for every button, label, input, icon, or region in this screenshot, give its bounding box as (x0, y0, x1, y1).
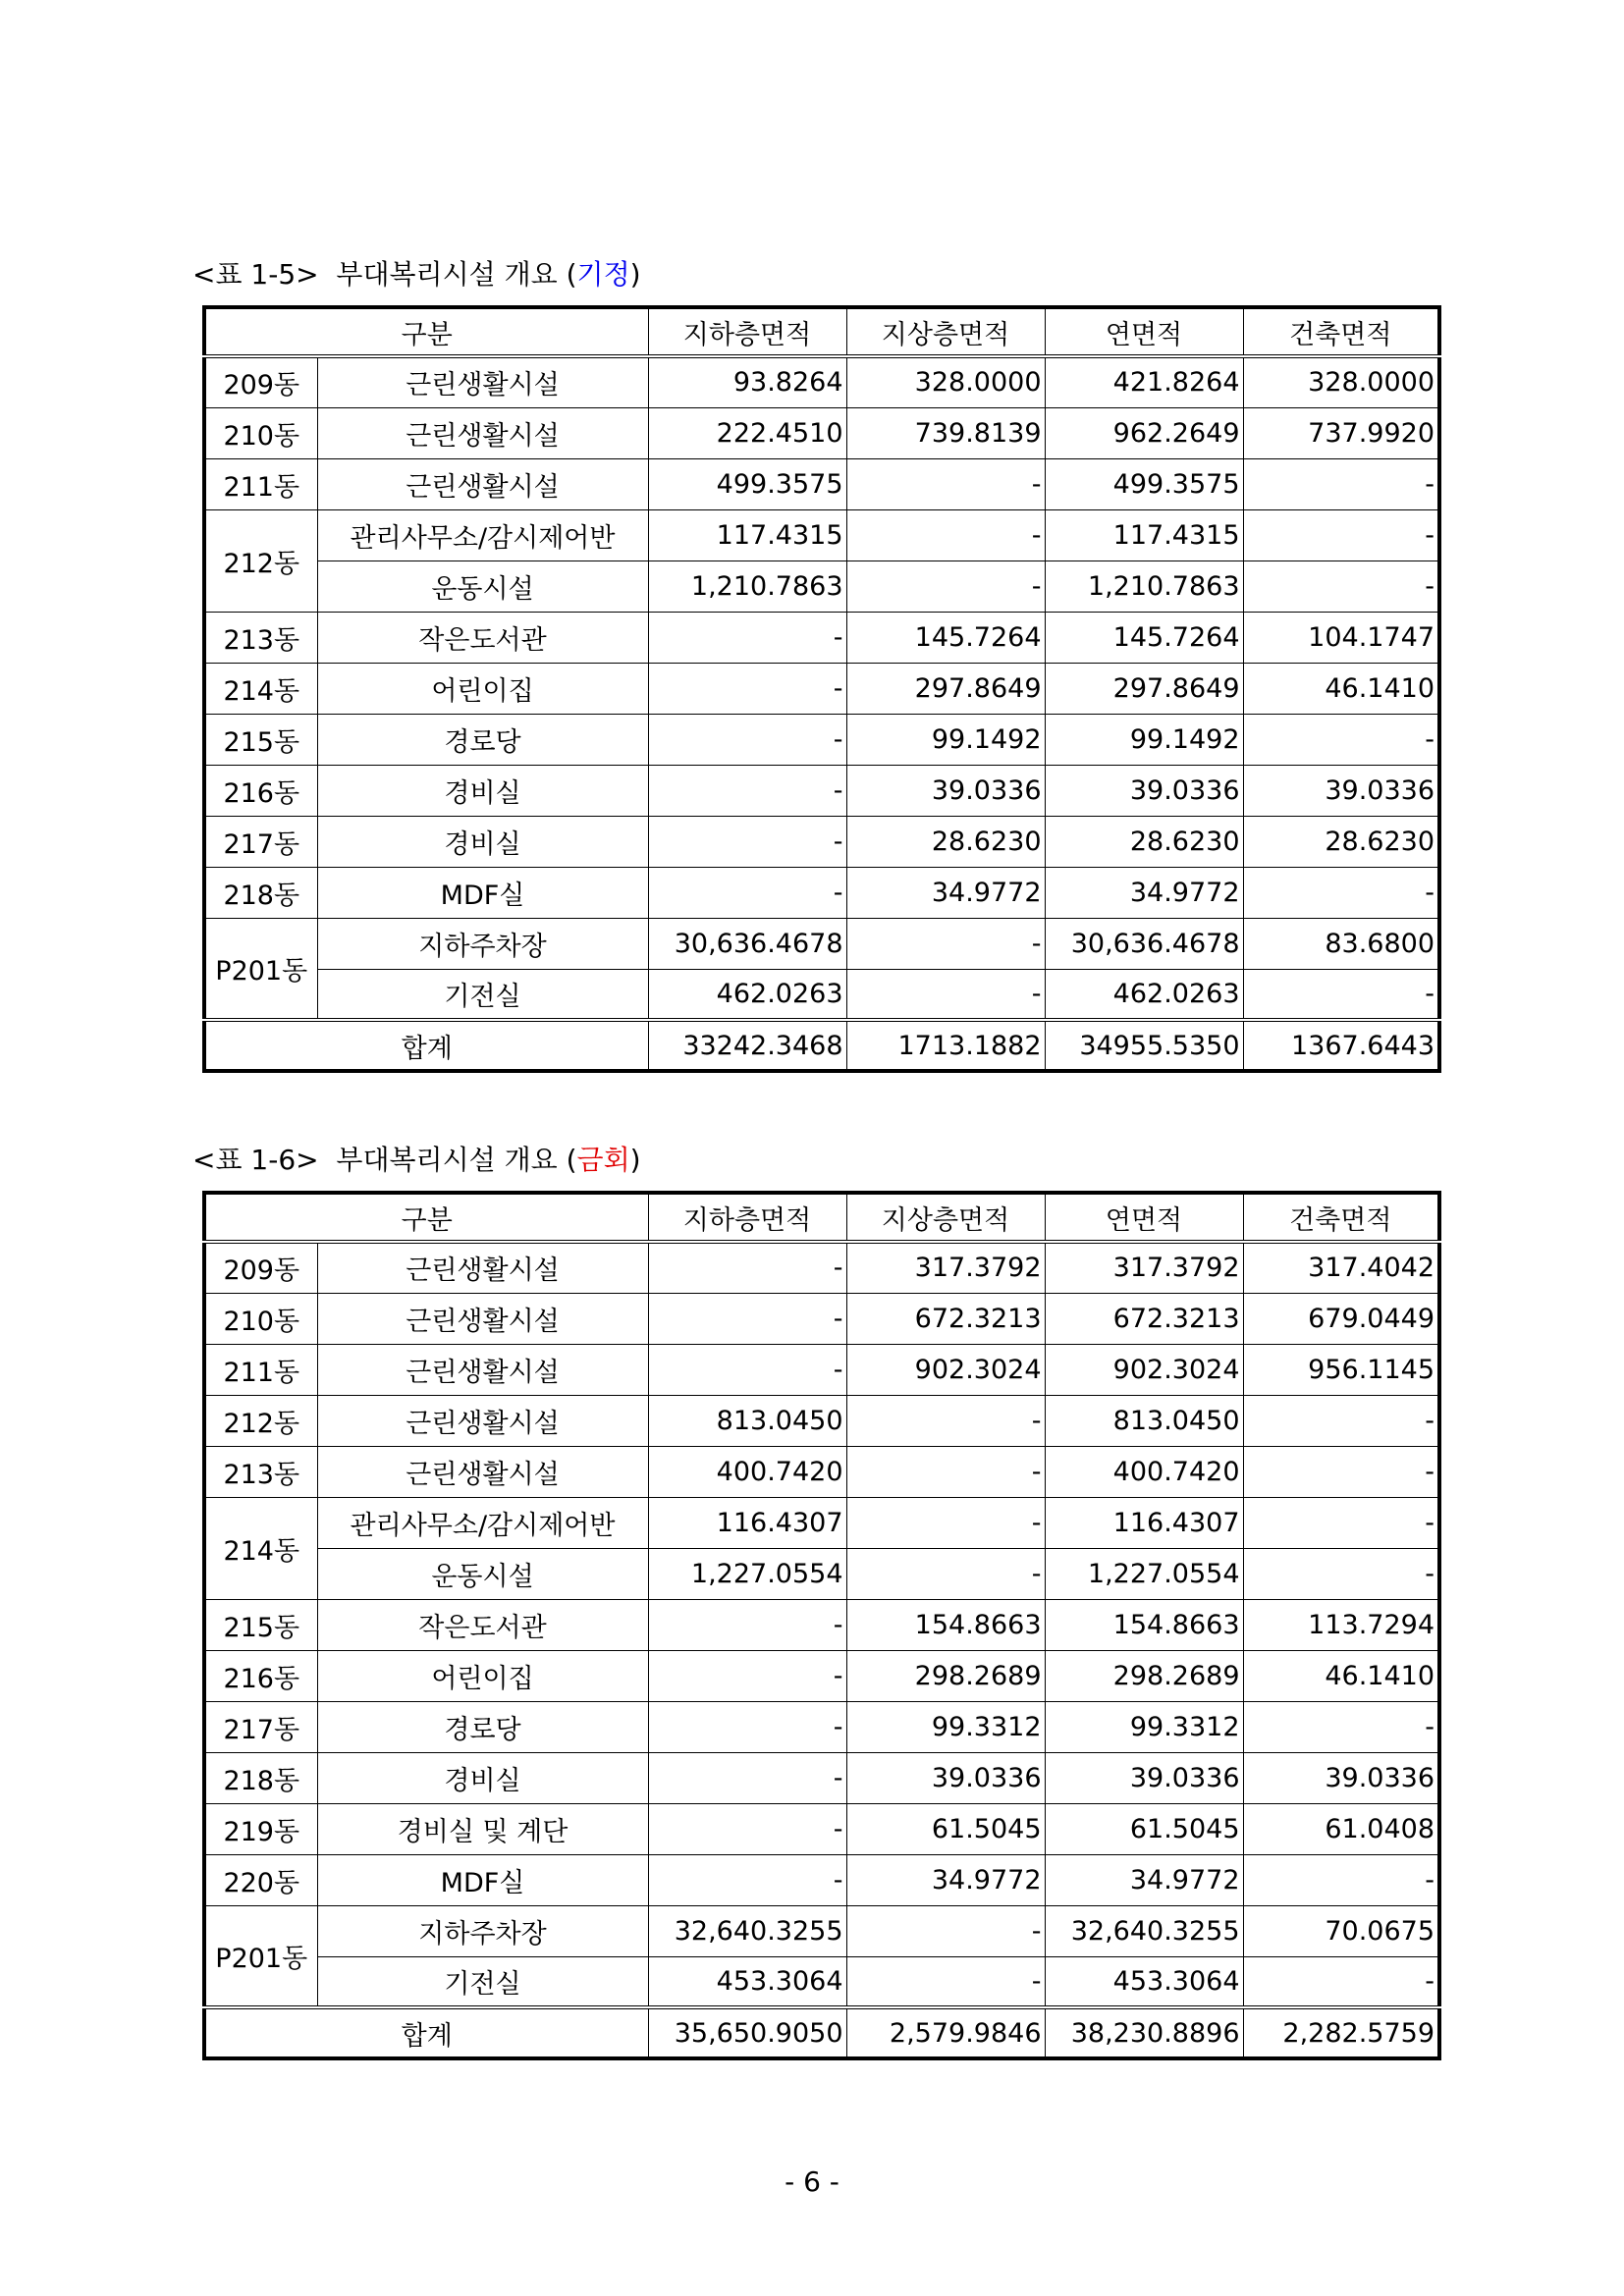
building-number-cell: 209동 (204, 356, 317, 407)
table-1-5-caption (192, 253, 641, 293)
above-ground-area-cell: - (846, 509, 1045, 561)
total-label: 합계 (204, 2007, 648, 2058)
basement-area-cell: 117.4315 (648, 509, 846, 561)
building-area-cell: 70.0675 (1243, 1905, 1439, 1956)
building-area-cell: 737.9920 (1243, 407, 1439, 458)
total-floor-area-cell: 298.2689 (1045, 1650, 1243, 1701)
total-floor-area-cell: 400.7420 (1045, 1446, 1243, 1497)
header-above-ground-area: 지상층면적 (846, 1193, 1045, 1242)
above-ground-area-cell: - (846, 561, 1045, 612)
total-floor-area-cell: 61.5045 (1045, 1803, 1243, 1854)
basement-area-cell: - (648, 765, 846, 816)
above-ground-area-cell: 672.3213 (846, 1293, 1045, 1344)
table-row (204, 1905, 1439, 1956)
total-floor-area-cell: 34.9772 (1045, 1854, 1243, 1905)
header-above-ground-area: 지상층면적 (846, 307, 1045, 356)
total-floor-area-cell: 32,640.3255 (1045, 1905, 1243, 1956)
caption-prefix: <표 1-5> 부대복리시설 개요 ( (192, 258, 577, 291)
header-row (204, 307, 1439, 356)
total-floor-area-cell: 154.8663 (1045, 1599, 1243, 1650)
table-row (204, 1242, 1439, 1293)
building-area-cell: 104.1747 (1243, 612, 1439, 663)
facility-type-cell: 경로당 (317, 714, 648, 765)
building-area-cell: 679.0449 (1243, 1293, 1439, 1344)
caption-suffix: ) (629, 1144, 641, 1176)
total-floor-area-cell: 1,227.0554 (1045, 1548, 1243, 1599)
building-area-cell: - (1243, 1548, 1439, 1599)
above-ground-area-cell: 154.8663 (846, 1599, 1045, 1650)
table-row (204, 356, 1439, 407)
basement-area-cell: - (648, 663, 846, 714)
above-ground-area-cell: 739.8139 (846, 407, 1045, 458)
table-1-6 (202, 1191, 1441, 2060)
total-floor-area-cell: 462.0263 (1045, 969, 1243, 1020)
facility-type-cell: 작은도서관 (317, 612, 648, 663)
building-number-cell: 210동 (204, 1293, 317, 1344)
total-floor-area: 38,230.8896 (1045, 2007, 1243, 2058)
table-row (204, 1701, 1439, 1752)
total-above-ground-area: 2,579.9846 (846, 2007, 1045, 2058)
basement-area-cell: 222.4510 (648, 407, 846, 458)
facility-type-cell: 근린생활시설 (317, 356, 648, 407)
building-area-cell: 61.0408 (1243, 1803, 1439, 1854)
header-row (204, 1193, 1439, 1242)
facility-type-cell: 경비실 (317, 1752, 648, 1803)
table-row (204, 1395, 1439, 1446)
table-row (204, 458, 1439, 509)
table-row (204, 663, 1439, 714)
building-number-cell: P201동 (204, 918, 317, 1020)
basement-area-cell: 462.0263 (648, 969, 846, 1020)
building-number-cell: 214동 (204, 663, 317, 714)
above-ground-area-cell: - (846, 1956, 1045, 2007)
above-ground-area-cell: 99.3312 (846, 1701, 1045, 1752)
table-row (204, 969, 1439, 1020)
table-row (204, 612, 1439, 663)
building-area-cell: 328.0000 (1243, 356, 1439, 407)
building-number-cell: 212동 (204, 1395, 317, 1446)
basement-area-cell: - (648, 1701, 846, 1752)
basement-area-cell: - (648, 816, 846, 867)
building-number-cell: 210동 (204, 407, 317, 458)
building-number-cell: 219동 (204, 1803, 317, 1854)
above-ground-area-cell: 39.0336 (846, 1752, 1045, 1803)
building-area-cell: 46.1410 (1243, 1650, 1439, 1701)
facility-type-cell: 작은도서관 (317, 1599, 648, 1650)
header-basement-area: 지하층면적 (648, 1193, 846, 1242)
total-floor-area-cell: 117.4315 (1045, 509, 1243, 561)
header-basement-area: 지하층면적 (648, 307, 846, 356)
total-floor-area-cell: 39.0336 (1045, 1752, 1243, 1803)
basement-area-cell: 30,636.4678 (648, 918, 846, 969)
total-row (204, 1020, 1439, 1071)
facility-type-cell: 경비실 및 계단 (317, 1803, 648, 1854)
building-number-cell: 220동 (204, 1854, 317, 1905)
above-ground-area-cell: 99.1492 (846, 714, 1045, 765)
basement-area-cell: - (648, 1242, 846, 1293)
total-row (204, 2007, 1439, 2058)
facility-type-cell: 경로당 (317, 1701, 648, 1752)
above-ground-area-cell: 145.7264 (846, 612, 1045, 663)
table-row (204, 1293, 1439, 1344)
building-area-cell: 956.1145 (1243, 1344, 1439, 1395)
basement-area-cell: - (648, 1599, 846, 1650)
header-total-floor-area: 연면적 (1045, 307, 1243, 356)
basement-area-cell: - (648, 1854, 846, 1905)
facility-type-cell: 근린생활시설 (317, 407, 648, 458)
total-floor-area-cell: 99.1492 (1045, 714, 1243, 765)
building-area-cell: 39.0336 (1243, 765, 1439, 816)
total-basement-area: 33242.3468 (648, 1020, 846, 1071)
facility-type-cell: 근린생활시설 (317, 458, 648, 509)
basement-area-cell: 32,640.3255 (648, 1905, 846, 1956)
building-number-cell: 218동 (204, 867, 317, 918)
building-number-cell: 217동 (204, 816, 317, 867)
basement-area-cell: - (648, 1752, 846, 1803)
basement-area-cell: 499.3575 (648, 458, 846, 509)
facility-type-cell: 근린생활시설 (317, 1242, 648, 1293)
building-area-cell: - (1243, 1956, 1439, 2007)
above-ground-area-cell: 28.6230 (846, 816, 1045, 867)
table-1-5 (202, 305, 1441, 1073)
building-number-cell: 215동 (204, 714, 317, 765)
total-floor-area-cell: 962.2649 (1045, 407, 1243, 458)
above-ground-area-cell: - (846, 1497, 1045, 1548)
basement-area-cell: 1,210.7863 (648, 561, 846, 612)
table-row (204, 867, 1439, 918)
facility-type-cell: 기전실 (317, 969, 648, 1020)
above-ground-area-cell: - (846, 1395, 1045, 1446)
total-floor-area-cell: 813.0450 (1045, 1395, 1243, 1446)
above-ground-area-cell: - (846, 1905, 1045, 1956)
total-floor-area-cell: 116.4307 (1045, 1497, 1243, 1548)
caption-highlight: 기정 (576, 258, 630, 291)
table-row (204, 1446, 1439, 1497)
table-row (204, 816, 1439, 867)
basement-area-cell: 813.0450 (648, 1395, 846, 1446)
table-row (204, 1497, 1439, 1548)
building-number-cell: 214동 (204, 1497, 317, 1599)
building-number-cell: 216동 (204, 765, 317, 816)
total-floor-area-cell: 30,636.4678 (1045, 918, 1243, 969)
total-label: 합계 (204, 1020, 648, 1071)
facility-type-cell: 근린생활시설 (317, 1446, 648, 1497)
total-basement-area: 35,650.9050 (648, 2007, 846, 2058)
building-area-cell: - (1243, 1446, 1439, 1497)
total-floor-area-cell: 672.3213 (1045, 1293, 1243, 1344)
total-floor-area-cell: 39.0336 (1045, 765, 1243, 816)
total-floor-area-cell: 453.3064 (1045, 1956, 1243, 2007)
above-ground-area-cell: 298.2689 (846, 1650, 1045, 1701)
table-row (204, 1854, 1439, 1905)
above-ground-area-cell: - (846, 458, 1045, 509)
table-row (204, 1344, 1439, 1395)
facility-type-cell: 기전실 (317, 1956, 648, 2007)
facility-type-cell: 지하주차장 (317, 918, 648, 969)
building-number-cell: 209동 (204, 1242, 317, 1293)
basement-area-cell: 400.7420 (648, 1446, 846, 1497)
building-area-cell: - (1243, 458, 1439, 509)
facility-type-cell: 근린생활시설 (317, 1395, 648, 1446)
building-area-cell: 113.7294 (1243, 1599, 1439, 1650)
building-area-cell: - (1243, 1701, 1439, 1752)
building-number-cell: 216동 (204, 1650, 317, 1701)
building-area-cell: 317.4042 (1243, 1242, 1439, 1293)
building-area-cell: - (1243, 561, 1439, 612)
above-ground-area-cell: 317.3792 (846, 1242, 1045, 1293)
building-area-cell: - (1243, 969, 1439, 1020)
caption-prefix: <표 1-6> 부대복리시설 개요 ( (192, 1144, 577, 1176)
header-building-area: 건축면적 (1243, 307, 1439, 356)
basement-area-cell: - (648, 1803, 846, 1854)
total-floor-area-cell: 28.6230 (1045, 816, 1243, 867)
total-floor-area-cell: 34.9772 (1045, 867, 1243, 918)
building-area-cell: - (1243, 1395, 1439, 1446)
building-number-cell: 212동 (204, 509, 317, 612)
basement-area-cell: - (648, 867, 846, 918)
above-ground-area-cell: 34.9772 (846, 867, 1045, 918)
facility-type-cell: 운동시설 (317, 561, 648, 612)
table-row (204, 561, 1439, 612)
table-row (204, 918, 1439, 969)
total-building-area: 1367.6443 (1243, 1020, 1439, 1071)
total-building-area: 2,282.5759 (1243, 2007, 1439, 2058)
above-ground-area-cell: 39.0336 (846, 765, 1045, 816)
above-ground-area-cell: 328.0000 (846, 356, 1045, 407)
total-floor-area-cell: 317.3792 (1045, 1242, 1243, 1293)
facility-type-cell: MDF실 (317, 1854, 648, 1905)
total-floor-area-cell: 421.8264 (1045, 356, 1243, 407)
basement-area-cell: - (648, 612, 846, 663)
table-1-6-caption (192, 1139, 641, 1178)
building-area-cell: 83.6800 (1243, 918, 1439, 969)
table-row (204, 1803, 1439, 1854)
building-area-cell: 46.1410 (1243, 663, 1439, 714)
building-number-cell: 215동 (204, 1599, 317, 1650)
basement-area-cell: 453.3064 (648, 1956, 846, 2007)
total-floor-area-cell: 99.3312 (1045, 1701, 1243, 1752)
header-category: 구분 (204, 307, 648, 356)
caption-highlight: 금회 (576, 1144, 630, 1176)
table-row (204, 1650, 1439, 1701)
building-number-cell: 217동 (204, 1701, 317, 1752)
header-building-area: 건축면적 (1243, 1193, 1439, 1242)
facility-type-cell: 운동시설 (317, 1548, 648, 1599)
table-row (204, 509, 1439, 561)
table-row (204, 765, 1439, 816)
above-ground-area-cell: - (846, 1548, 1045, 1599)
above-ground-area-cell: 902.3024 (846, 1344, 1045, 1395)
building-number-cell: 213동 (204, 1446, 317, 1497)
building-area-cell: 28.6230 (1243, 816, 1439, 867)
total-above-ground-area: 1713.1882 (846, 1020, 1045, 1071)
basement-area-cell: 116.4307 (648, 1497, 846, 1548)
table-row (204, 1599, 1439, 1650)
building-area-cell: - (1243, 509, 1439, 561)
facility-type-cell: 어린이집 (317, 1650, 648, 1701)
basement-area-cell: - (648, 1650, 846, 1701)
above-ground-area-cell: - (846, 918, 1045, 969)
caption-suffix: ) (629, 258, 641, 291)
facility-type-cell: 근린생활시설 (317, 1293, 648, 1344)
basement-area-cell: - (648, 714, 846, 765)
facility-type-cell: 지하주차장 (317, 1905, 648, 1956)
building-area-cell: - (1243, 1854, 1439, 1905)
table-row (204, 1752, 1439, 1803)
above-ground-area-cell: - (846, 969, 1045, 1020)
facility-type-cell: 경비실 (317, 816, 648, 867)
basement-area-cell: 1,227.0554 (648, 1548, 846, 1599)
total-floor-area-cell: 1,210.7863 (1045, 561, 1243, 612)
page-number: - 6 - (785, 2165, 839, 2198)
facility-type-cell: 관리사무소/감시제어반 (317, 1497, 648, 1548)
building-number-cell: 211동 (204, 1344, 317, 1395)
building-area-cell: - (1243, 867, 1439, 918)
building-area-cell: - (1243, 1497, 1439, 1548)
table-row (204, 1548, 1439, 1599)
facility-type-cell: 관리사무소/감시제어반 (317, 509, 648, 561)
building-area-cell: - (1243, 714, 1439, 765)
above-ground-area-cell: - (846, 1446, 1045, 1497)
facility-type-cell: MDF실 (317, 867, 648, 918)
building-number-cell: 218동 (204, 1752, 317, 1803)
table-row (204, 714, 1439, 765)
header-category: 구분 (204, 1193, 648, 1242)
header-total-floor-area: 연면적 (1045, 1193, 1243, 1242)
total-floor-area: 34955.5350 (1045, 1020, 1243, 1071)
above-ground-area-cell: 297.8649 (846, 663, 1045, 714)
basement-area-cell: 93.8264 (648, 356, 846, 407)
total-floor-area-cell: 297.8649 (1045, 663, 1243, 714)
building-number-cell: 213동 (204, 612, 317, 663)
building-number-cell: 211동 (204, 458, 317, 509)
building-number-cell: P201동 (204, 1905, 317, 2007)
table-row (204, 407, 1439, 458)
total-floor-area-cell: 499.3575 (1045, 458, 1243, 509)
facility-type-cell: 근린생활시설 (317, 1344, 648, 1395)
above-ground-area-cell: 61.5045 (846, 1803, 1045, 1854)
table-row (204, 1956, 1439, 2007)
above-ground-area-cell: 34.9772 (846, 1854, 1045, 1905)
basement-area-cell: - (648, 1293, 846, 1344)
total-floor-area-cell: 145.7264 (1045, 612, 1243, 663)
facility-type-cell: 경비실 (317, 765, 648, 816)
facility-type-cell: 어린이집 (317, 663, 648, 714)
total-floor-area-cell: 902.3024 (1045, 1344, 1243, 1395)
basement-area-cell: - (648, 1344, 846, 1395)
building-area-cell: 39.0336 (1243, 1752, 1439, 1803)
